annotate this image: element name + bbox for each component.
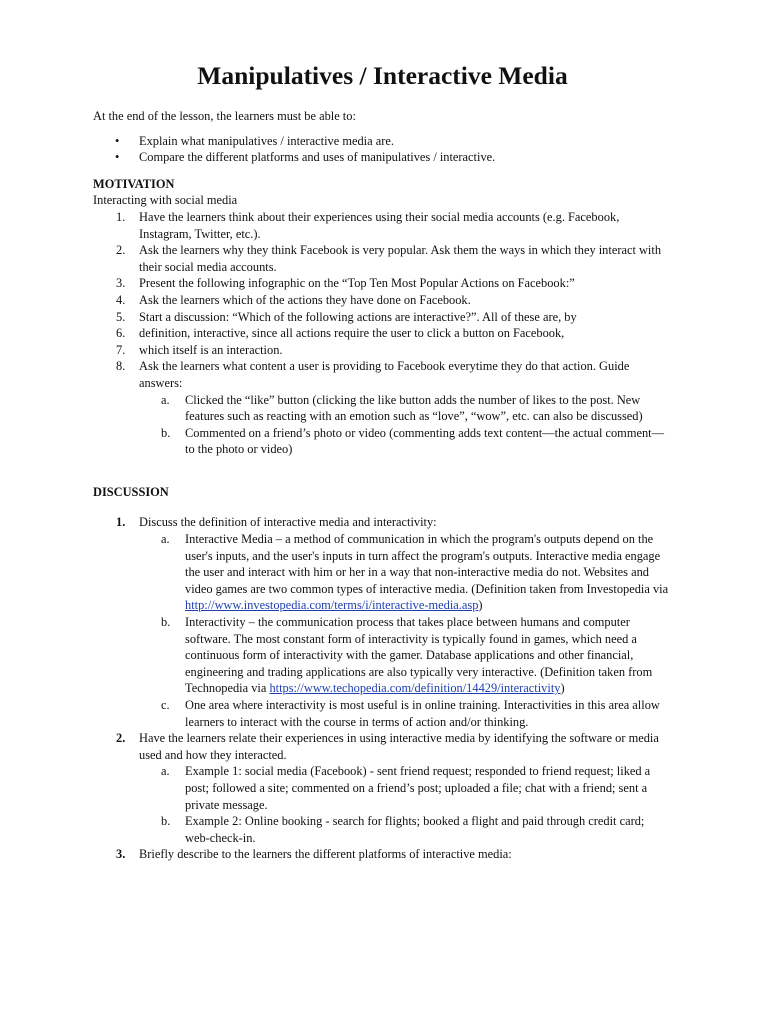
step-text: Ask the learners which of the actions they have done on Facebook. [139, 292, 471, 307]
list-item [93, 342, 672, 359]
item-text: Interactive Media – a method of communication in which the program's outputs depend on the user's inputs, and the user's inputs in turn affect the program's outputs. Interactive media engage the user and interact with him or her in a way that non-interactive media do not. Websites and video games are two common types of interactive media. (Definition taken from Investopedia via [185, 532, 669, 596]
list-item [139, 614, 672, 697]
list-item [93, 309, 672, 326]
item-text-end: ) [560, 681, 565, 696]
step-number: 2. [116, 243, 126, 258]
objective-text: Explain what manipulatives / interactive media are. [139, 133, 394, 148]
objective-text: Compare the different platforms and uses of manipulatives / interactive. [139, 150, 496, 165]
item-letter: b. [161, 814, 171, 829]
step-text: which itself is an interaction. [139, 342, 283, 357]
list-item [93, 275, 672, 292]
investopedia-link[interactable]: http://www.investopedia.com/terms/i/interactive-media.asp [185, 598, 479, 613]
definitions-list [139, 531, 672, 730]
list-item [93, 325, 672, 342]
list-item [93, 846, 672, 863]
list-item [93, 514, 672, 730]
step-text: Briefly describe to the learners the different platforms of interactive media: [139, 847, 512, 862]
step-number: 1. [116, 209, 126, 224]
bullet-icon: • [115, 133, 120, 148]
step-text: definition, interactive, since all actions require the user to click a button on Facebook, [139, 326, 565, 341]
step-number: 3. [116, 847, 126, 862]
step-number: 4. [116, 292, 126, 307]
objective-item [93, 133, 672, 150]
list-item [139, 425, 672, 458]
step-text: Ask the learners why they think Facebook is very popular. Ask them the ways in which they interact with their social media accounts. [139, 243, 662, 274]
item-text: Clicked the “like” button (clicking the like button adds the number of likes to the post. New features such as reacting with an emotion such as “love”, “wow”, etc. can also be discussed) [185, 392, 643, 424]
objectives-intro: At the end of the lesson, the learners must be able to: [93, 109, 356, 123]
item-letter: c. [161, 698, 170, 712]
list-item [139, 697, 672, 730]
bullet-icon: • [115, 150, 120, 165]
list-item [93, 209, 672, 242]
item-text: Example 1: social media (Facebook) - sent friend request; responded to friend request; liked a post; followed a site; commented on a friend’s post; uploaded a file; chat with a friend; sent a private message. [185, 764, 651, 812]
step-number: 6. [116, 326, 126, 341]
item-text-end: ) [478, 598, 483, 613]
guide-answers-list [139, 392, 672, 458]
list-item [93, 292, 672, 309]
list-item [93, 358, 672, 458]
list-item [93, 242, 672, 275]
step-number: 1. [116, 515, 126, 530]
objective-item [93, 149, 672, 166]
discussion-steps [93, 514, 672, 862]
step-number: 8. [116, 359, 126, 374]
step-text: Ask the learners what content a user is providing to Facebook everytime they do that action. Guide answers: [139, 359, 630, 390]
list-item [139, 763, 672, 813]
list-item [139, 531, 672, 614]
item-letter: b. [161, 425, 171, 440]
step-number: 3. [116, 276, 126, 291]
motivation-steps [93, 209, 672, 458]
step-text: Present the following infographic on the “Top Ten Most Popular Actions on Facebook:” [139, 276, 575, 291]
motivation-heading: MOTIVATION [93, 176, 175, 191]
step-text: Have the learners think about their experiences using their social media accounts (e.g. Facebook, Instagram, Twitter, etc.). [139, 209, 620, 241]
step-text: Discuss the definition of interactive media and interactivity: [139, 515, 437, 530]
step-text: Start a discussion: “Which of the following actions are interactive?”. All of these are, by [139, 309, 577, 324]
item-letter: a. [161, 392, 170, 407]
list-item [93, 730, 672, 846]
item-text: One area where interactivity is most useful is in online training. Interactivities in this area allow learners to interact with the course in terms of action and/or thinking. [185, 698, 660, 729]
item-text: Example 2: Online booking - search for flights; booked a flight and paid through credit card; web-check-in. [185, 814, 645, 845]
step-number: 2. [116, 731, 126, 746]
step-number: 7. [116, 342, 126, 357]
list-item [139, 392, 672, 425]
item-letter: b. [161, 615, 171, 630]
discussion-heading: DISCUSSION [93, 484, 169, 499]
item-letter: a. [161, 764, 170, 779]
item-letter: a. [161, 532, 170, 547]
step-number: 5. [116, 309, 126, 324]
item-text: Interactivity – the communication process that takes place between humans and computer software. The most constant form of interactivity is typically found in games, which need a continuous form of interactivity with the gamer. Database applications and other financial, engineering and trading applications are also typically very interactive. (Definition taken from Technopedia via [185, 615, 653, 696]
techopedia-link[interactable]: https://www.techopedia.com/definition/14429/interactivity [269, 681, 561, 696]
page-title: Manipulatives / Interactive Media [197, 61, 568, 90]
list-item [139, 813, 672, 846]
item-text: Commented on a friend’s photo or video (commenting adds text content—the actual comment—to the photo or video) [185, 425, 664, 457]
step-text: Have the learners relate their experiences in using interactive media by identifying the software or media used and how they interacted. [139, 731, 659, 762]
examples-list [139, 763, 672, 846]
motivation-subheading: Interacting with social media [93, 193, 238, 208]
objectives-list [93, 133, 672, 166]
